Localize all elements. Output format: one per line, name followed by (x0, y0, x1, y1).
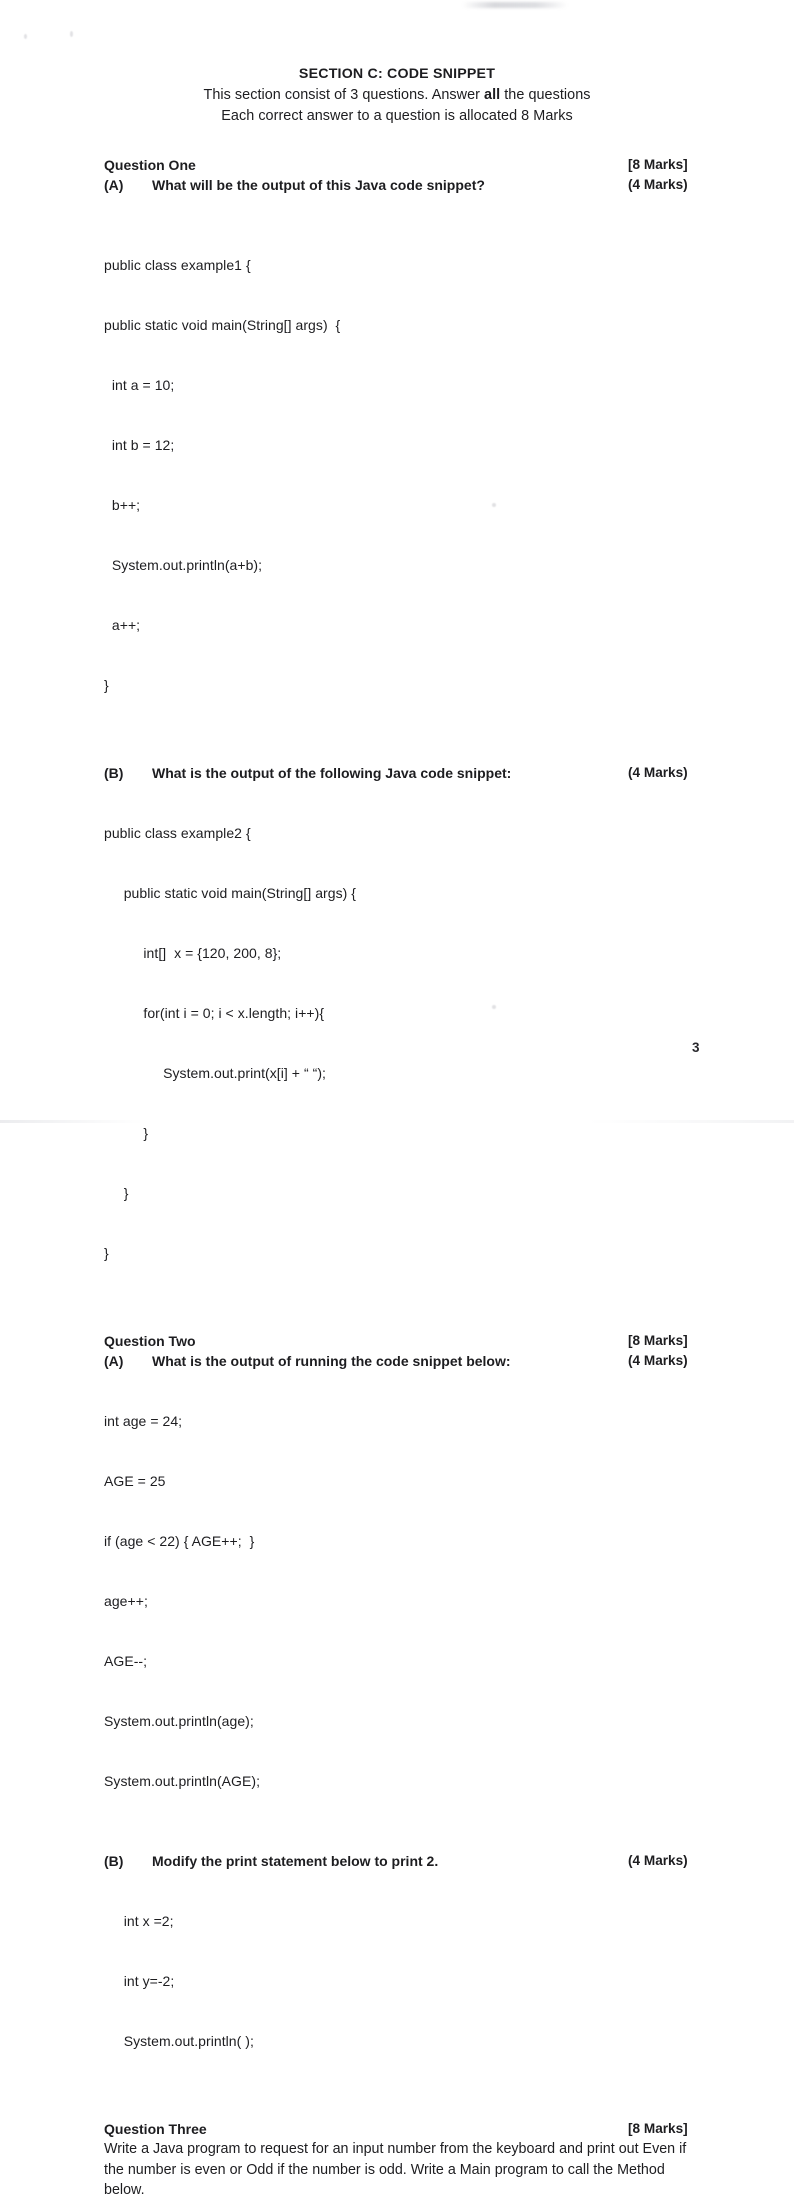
code-line: System.out.println(a+b); (104, 557, 263, 573)
section-instruction-line-1 (0, 85, 794, 106)
code-line: a++; (104, 617, 141, 633)
code-line: System.out.print(x[i] + “ “); (104, 1065, 326, 1081)
question-three-marks: [8 Marks] (628, 2121, 688, 2136)
part-a-label: (A) (104, 1353, 124, 1369)
question-one-title: Question One (104, 157, 196, 173)
spacer (0, 2091, 794, 2119)
spacer (104, 1831, 704, 1851)
question-three-heading-row (104, 2119, 704, 2139)
question-one-part-b (104, 763, 511, 783)
section-header (0, 64, 794, 127)
question-one-block (104, 155, 704, 1303)
code-line: AGE--; (104, 1653, 148, 1669)
question-two-marks: [8 Marks] (628, 1333, 688, 1348)
code-line: int y=-2; (104, 1973, 175, 1989)
spacer (104, 195, 704, 215)
question-two-part-b-marks: (4 Marks) (628, 1853, 688, 1868)
question-two-part-a-row (104, 1351, 704, 1371)
part-b-label: (B) (104, 1853, 124, 1869)
question-one-part-b-row (104, 763, 704, 783)
question-two-part-b (104, 1851, 438, 1871)
question-one-part-a (104, 175, 485, 195)
code-line: AGE = 25 (104, 1473, 166, 1489)
question-one-part-a-marks: (4 Marks) (628, 177, 688, 192)
question-two-heading-row (104, 1331, 704, 1351)
code-line: int age = 24; (104, 1413, 183, 1429)
code-line: public class example1 { (104, 257, 251, 273)
part-b-text: What is the output of the following Java code snippet: (152, 765, 512, 781)
question-two-title: Question Two (104, 1333, 196, 1349)
spacer (0, 1303, 794, 1331)
question-one-marks: [8 Marks] (628, 157, 688, 172)
question-two-part-a-code (104, 1371, 704, 1831)
part-a-label: (A) (104, 177, 124, 193)
question-two-part-a (104, 1351, 511, 1371)
spacer (104, 735, 704, 763)
question-three-title: Question Three (104, 2121, 207, 2137)
code-line: } (104, 677, 109, 693)
code-line: int b = 12; (104, 437, 175, 453)
code-line: for(int i = 0; i < x.length; i++){ (104, 1005, 325, 1021)
page-number: 3 (692, 1040, 700, 1055)
question-three-block (104, 2119, 704, 2201)
code-line: System.out.println(age); (104, 1713, 254, 1729)
question-one-heading-row (104, 155, 704, 175)
code-line: public static void main(String[] args) { (104, 885, 357, 901)
code-line: int a = 10; (104, 377, 175, 393)
question-three-body: Write a Java program to request for an input number from the keyboard and print out Even if the number is even or Odd if the number is odd. Write a Main program to call the Method below. (104, 2141, 687, 2198)
code-line: if (age < 22) { AGE++; } (104, 1533, 255, 1549)
code-line: public static void main(String[] args) { (104, 317, 341, 333)
part-b-label: (B) (104, 765, 124, 781)
section-instruction-line-2: Each correct answer to a question is allocated 8 Marks (221, 108, 573, 124)
code-line: public class example2 { (104, 825, 251, 841)
code-line: } (104, 1245, 109, 1261)
part-a-text: What is the output of running the code snippet below: (152, 1353, 511, 1369)
instruction-text-before: This section consist of 3 questions. Answer (203, 87, 485, 103)
code-line: b++; (104, 497, 141, 513)
section-title: SECTION C: CODE SNIPPET (298, 66, 496, 82)
code-line: } (104, 1185, 129, 1201)
spacer (0, 127, 794, 155)
part-b-text: Modify the print statement below to print 2. (152, 1853, 439, 1869)
code-line: age++; (104, 1593, 148, 1609)
code-line: int[] x = {120, 200, 8}; (104, 945, 282, 961)
code-line: int x =2; (104, 1913, 174, 1929)
question-one-part-b-marks: (4 Marks) (628, 765, 688, 780)
part-a-text: What will be the output of this Java code snippet? (152, 177, 485, 193)
question-one-part-a-code (104, 215, 704, 735)
code-line: System.out.println(AGE); (104, 1773, 261, 1789)
question-two-part-b-row (104, 1851, 704, 1871)
instruction-text-after: the questions (500, 87, 591, 103)
question-one-part-a-row (104, 175, 704, 195)
code-line: } (104, 1125, 149, 1141)
question-two-block (104, 1331, 704, 2091)
question-two-part-a-marks: (4 Marks) (628, 1353, 688, 1368)
question-one-part-b-code (104, 783, 704, 1303)
code-line: System.out.println( ); (104, 2033, 254, 2049)
instruction-emphasis-all: all (484, 87, 501, 103)
question-two-part-b-code (104, 1871, 704, 2091)
